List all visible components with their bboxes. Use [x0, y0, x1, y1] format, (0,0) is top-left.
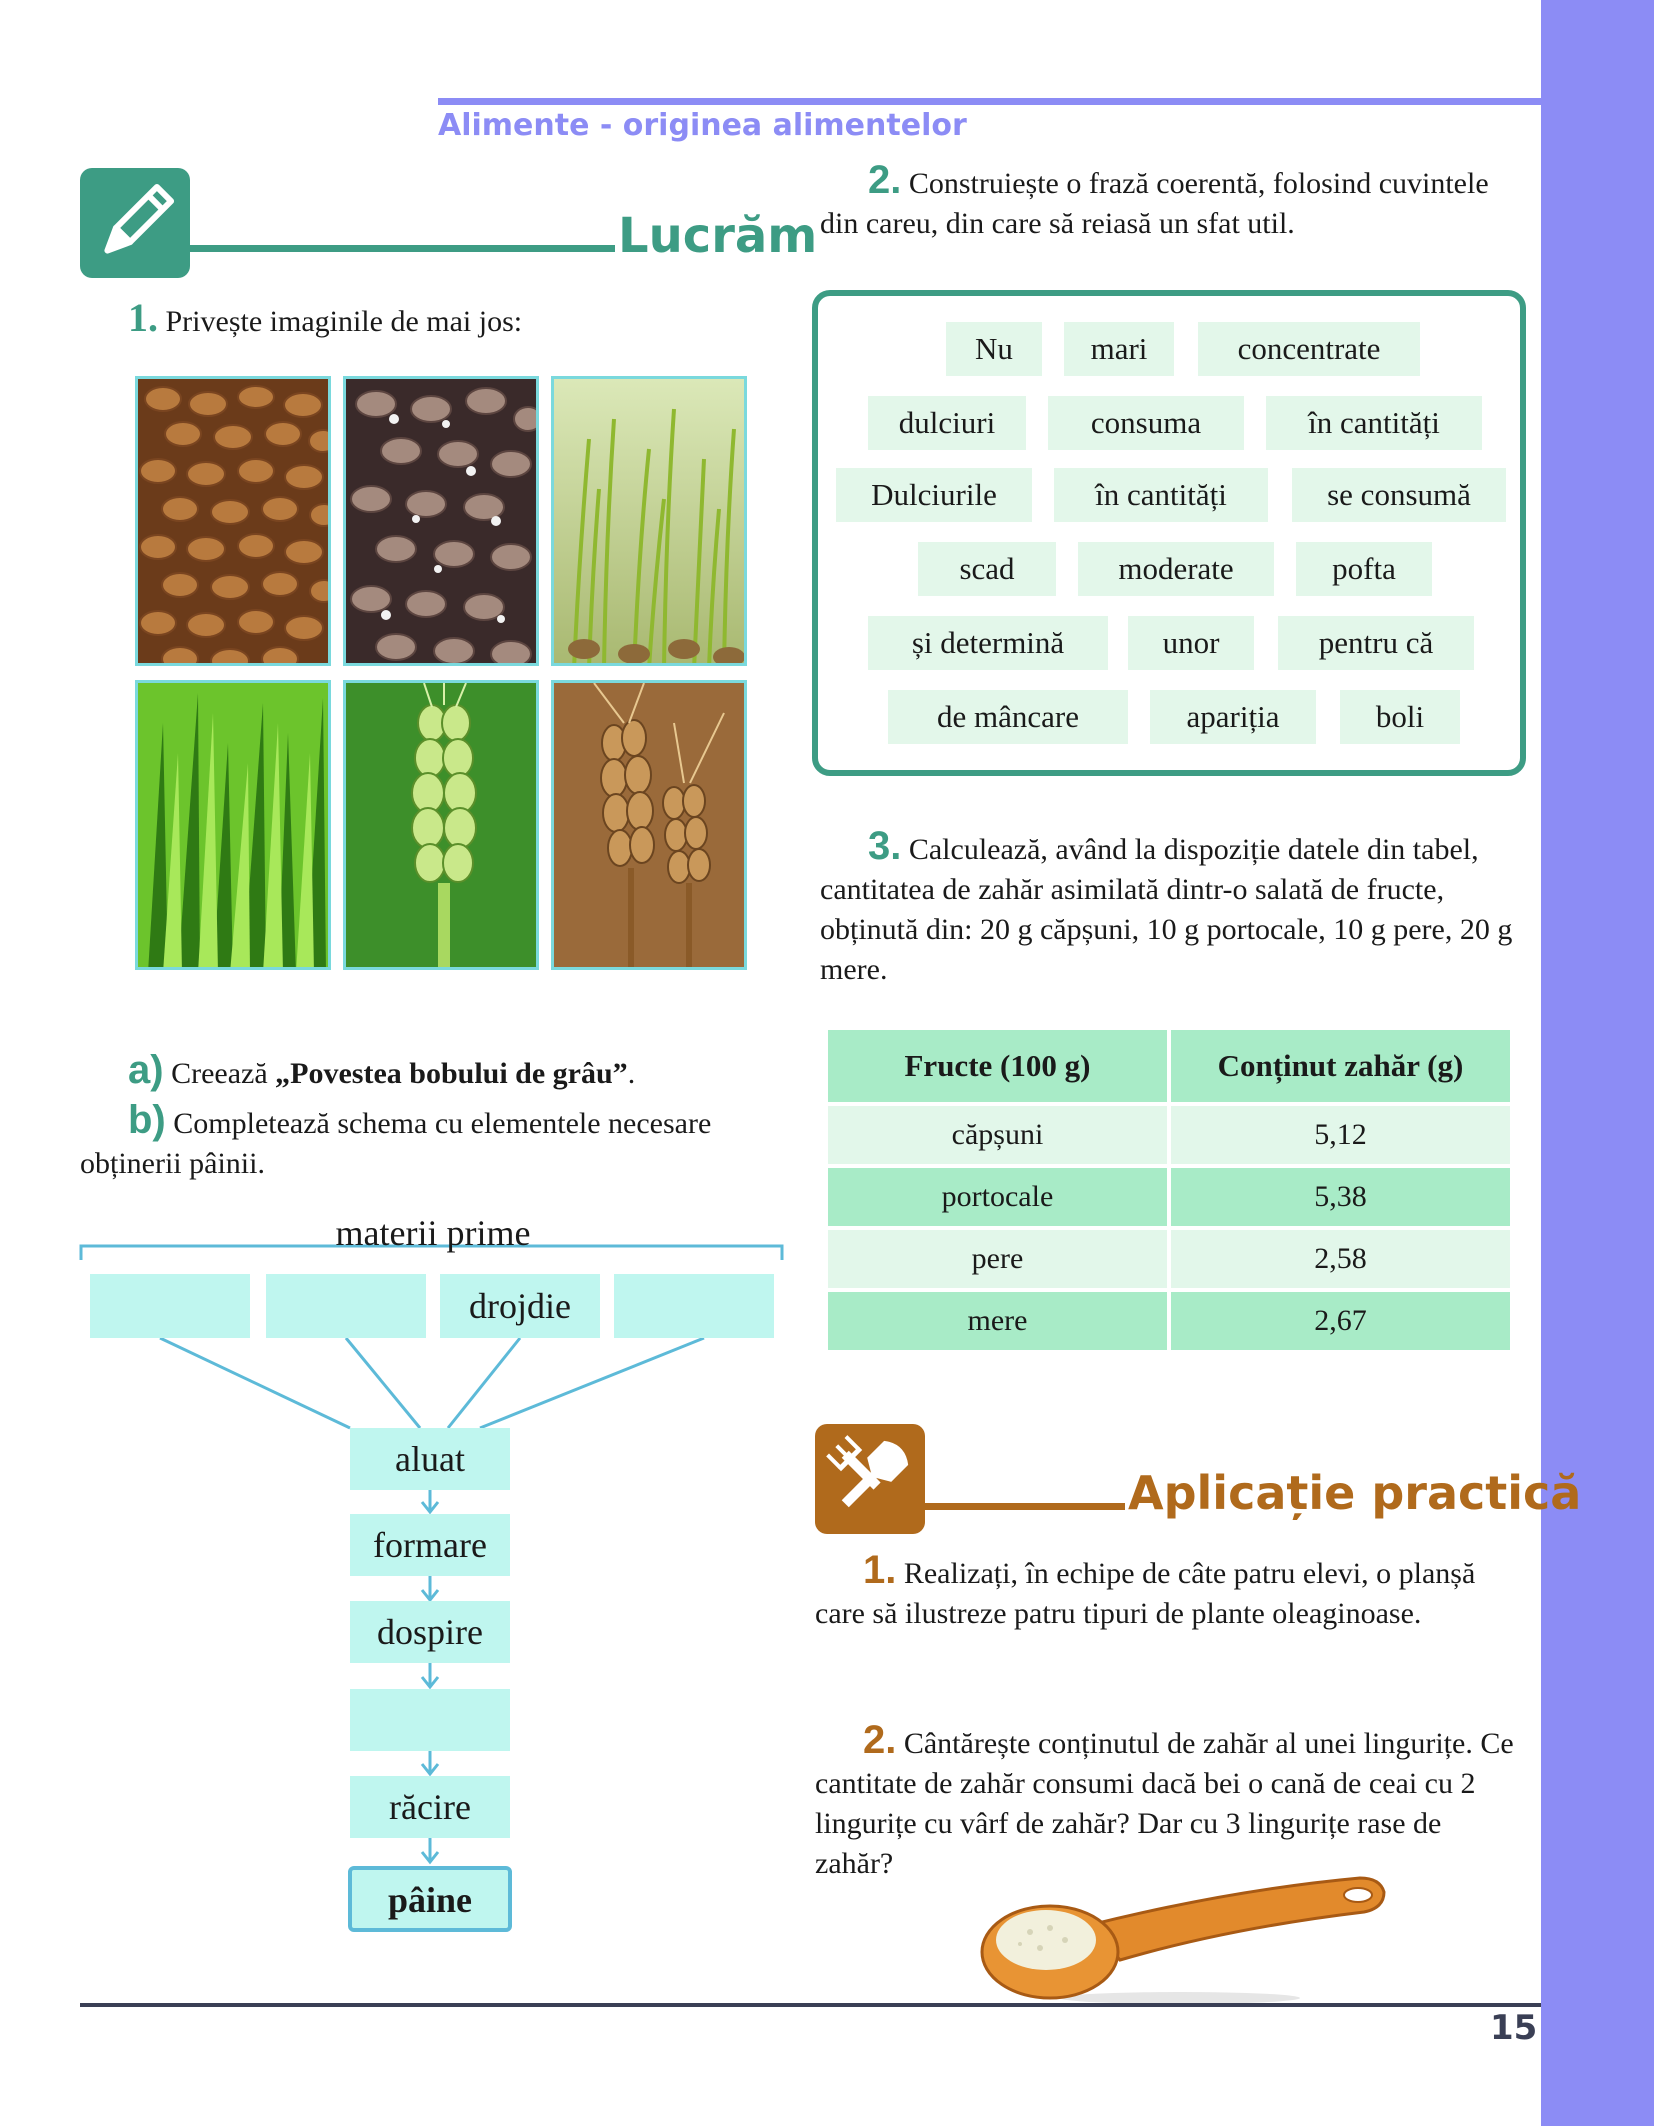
practical-item-2: [815, 1720, 1515, 1884]
sugar-spoon-illustration: [980, 1870, 1390, 2010]
exercise-b: [80, 1100, 790, 1184]
exercise-letter: a): [128, 1048, 164, 1092]
word-chip[interactable]: concentrate: [1198, 322, 1420, 376]
item-text: Realizați, în echipe de câte patru elevi, o planșă care să ilustreze patru tipuri de plante oleaginoase.: [815, 1557, 1476, 1630]
table-cell: 2,58: [1171, 1230, 1510, 1288]
exercise-text: Privește imaginile de mai jos:: [165, 305, 523, 338]
word-chip[interactable]: Nu: [946, 322, 1042, 376]
wheat-image-grid: [135, 376, 751, 978]
lucram-rule: [190, 245, 615, 252]
pencil-icon: [80, 168, 190, 278]
exercise-number: 2.: [868, 158, 902, 202]
word-chip[interactable]: Dulciurile: [836, 468, 1032, 522]
word-grid: [812, 290, 1526, 776]
raw-materials-label: materii prime: [335, 1213, 531, 1253]
exercise-1: [128, 295, 778, 342]
word-chip[interactable]: moderate: [1078, 542, 1274, 596]
step-rising: dospire: [350, 1601, 510, 1663]
step-shaping: formare: [350, 1514, 510, 1576]
word-chip[interactable]: de mâncare: [888, 690, 1128, 744]
exercise-text: Completează schema cu elementele necesare obținerii pâinii.: [80, 1107, 712, 1180]
word-chip[interactable]: boli: [1340, 690, 1460, 744]
word-chip[interactable]: pentru că: [1278, 616, 1474, 670]
ingredient-box-4[interactable]: [614, 1274, 774, 1338]
step-bread: pâine: [348, 1866, 512, 1932]
green-wheat-ear-image: [343, 680, 539, 970]
practical-item-1: [815, 1550, 1515, 1634]
item-number: 1.: [863, 1548, 897, 1592]
tools-icon: [815, 1424, 925, 1534]
sugar-content-table: [824, 1026, 1514, 1354]
step-dough: aluat: [350, 1428, 510, 1490]
green-wheat-field-image: [135, 680, 331, 970]
word-chip[interactable]: în cantități: [1266, 396, 1482, 450]
aplicatie-rule: [925, 1503, 1125, 1510]
table-cell: mere: [828, 1292, 1167, 1350]
exercise-text: Calculează, având la dispoziție datele din tabel, cantitatea de zahăr asimilată dintr-o salată de fructe, obținută din: 20 g căpșuni, 10 g portocale, 10 g pere, 20 g mere.: [820, 833, 1513, 986]
bread-schema: [78, 1210, 788, 1940]
table-cell: 2,67: [1171, 1292, 1510, 1350]
bottom-rule: [80, 2003, 1541, 2007]
table-row: [828, 1230, 1510, 1288]
table-row: [828, 1106, 1510, 1164]
table-cell: pere: [828, 1230, 1167, 1288]
word-chip[interactable]: se consumă: [1292, 468, 1506, 522]
word-chip[interactable]: dulciuri: [868, 396, 1026, 450]
table-row: [828, 1292, 1510, 1350]
page-number: 15: [1490, 2008, 1538, 2048]
word-chip[interactable]: apariția: [1150, 690, 1316, 744]
word-chip[interactable]: în cantități: [1054, 468, 1268, 522]
exercise-letter: b): [128, 1098, 166, 1142]
word-chip[interactable]: consuma: [1048, 396, 1244, 450]
exercise-a-bold: „Povestea bobului de grâu”: [275, 1057, 628, 1090]
table-cell: portocale: [828, 1168, 1167, 1226]
item-text: Cântărește conținutul de zahăr al unei lingurițe. Ce cantitate de zahăr consumi dacă bei o cană de ceai cu 2 lingurițe cu vârf de zahăr? Dar cu 3 lingurițe rase de zahăr?: [815, 1727, 1514, 1880]
running-title: Alimente - originea alimentelor: [438, 108, 967, 143]
table-header-row: [828, 1030, 1510, 1102]
sprouting-grains-image: [343, 376, 539, 666]
top-rule: [438, 98, 1541, 105]
word-chip[interactable]: și determină: [868, 616, 1108, 670]
ripe-wheat-image: [551, 680, 747, 970]
word-chip[interactable]: unor: [1128, 616, 1254, 670]
table-header: Conținut zahăr (g): [1171, 1030, 1510, 1102]
ingredient-box-yeast: drojdie: [440, 1274, 600, 1338]
exercise-text: Construiește o frază coerentă, folosind cuvintele din careu, din care să reiasă un sfat util.: [820, 167, 1489, 240]
exercise-number: 3.: [868, 824, 902, 868]
step-cooling: răcire: [350, 1776, 510, 1838]
table-row: [828, 1168, 1510, 1226]
lucram-title: Lucrăm: [618, 208, 818, 264]
ingredient-box-2[interactable]: [266, 1274, 426, 1338]
table-cell: 5,12: [1171, 1106, 1510, 1164]
item-number: 2.: [863, 1718, 897, 1762]
exercise-number: 1.: [128, 295, 158, 340]
table-cell: 5,38: [1171, 1168, 1510, 1226]
exercise-2: [820, 160, 1520, 244]
exercise-a-post: .: [627, 1057, 636, 1090]
wheat-sprouts-image: [551, 376, 747, 666]
wheat-grains-image: [135, 376, 331, 666]
ingredient-box-1[interactable]: [90, 1274, 250, 1338]
aplicatie-title: Aplicație practică: [1128, 1466, 1582, 1520]
word-chip[interactable]: pofta: [1296, 542, 1432, 596]
exercise-a: [128, 1050, 788, 1094]
step-blank[interactable]: [350, 1689, 510, 1751]
word-chip[interactable]: scad: [918, 542, 1056, 596]
table-cell: căpșuni: [828, 1106, 1167, 1164]
side-band: [1541, 0, 1654, 2126]
word-chip[interactable]: mari: [1064, 322, 1174, 376]
exercise-3: [820, 826, 1520, 990]
table-header: Fructe (100 g): [828, 1030, 1167, 1102]
exercise-a-pre: Creează: [171, 1057, 276, 1090]
